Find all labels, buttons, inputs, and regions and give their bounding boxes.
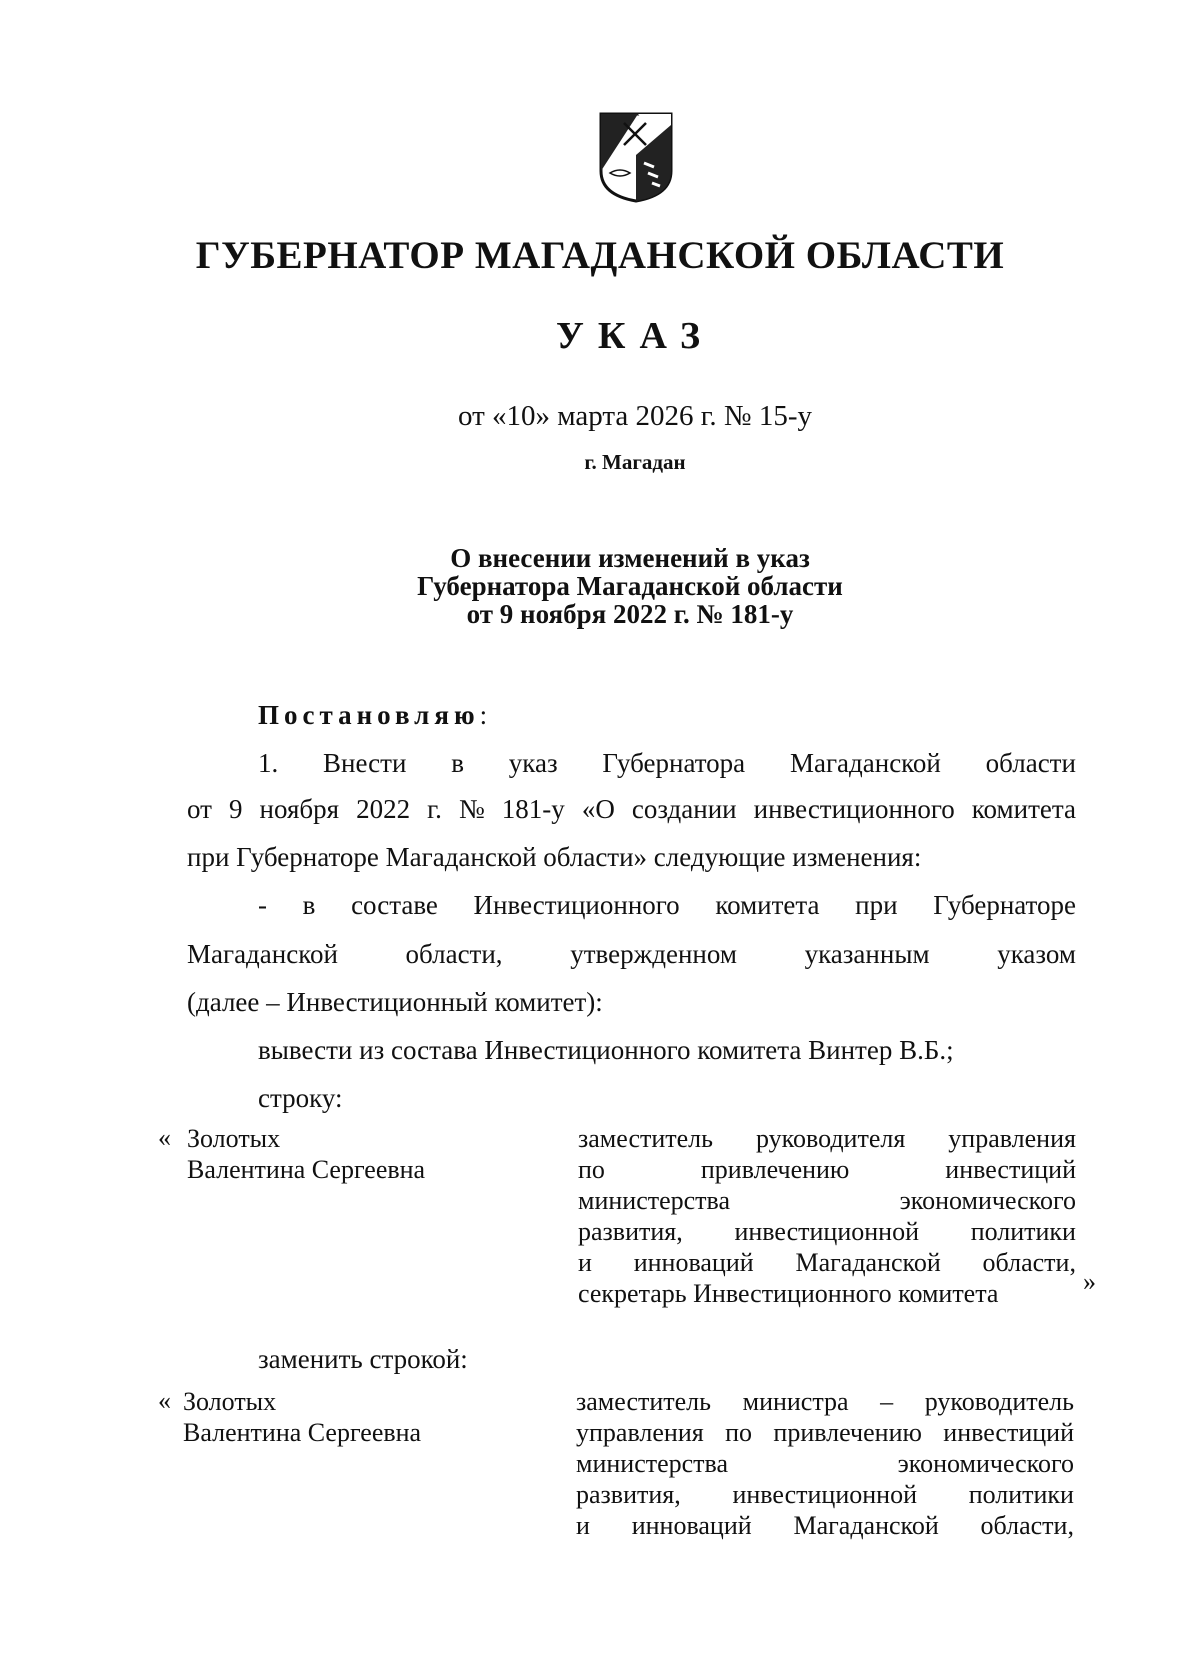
word: при [855, 890, 898, 920]
position-line [576, 1479, 1074, 1510]
word: по [578, 1155, 605, 1184]
item-1-line-1 [258, 745, 1076, 781]
word: в [302, 890, 316, 920]
close-quote: » [1083, 1267, 1096, 1296]
word: указом [997, 939, 1076, 969]
word: руководитель [924, 1387, 1074, 1416]
issuer-title: ГУБЕРНАТОР МАГАДАНСКОЙ ОБЛАСТИ [195, 234, 1005, 277]
word: инвестиций [945, 1155, 1076, 1184]
word: области, [982, 1248, 1076, 1277]
word: развития, [576, 1480, 681, 1509]
subject-line: Губернатора Магаданской области [417, 571, 843, 601]
member-given-names: Валентина Сергеевна [183, 1418, 422, 1447]
word: комитета [715, 890, 820, 920]
word: министерства [576, 1449, 729, 1478]
position-line [578, 1216, 1076, 1247]
word: управления [576, 1418, 704, 1447]
amendment-line-2 [187, 936, 1076, 972]
word: «О [581, 794, 615, 824]
word: указанным [804, 939, 930, 969]
decree-word [258, 697, 487, 733]
word: составе [351, 890, 438, 920]
position-line [576, 1510, 1074, 1541]
word: развития, [578, 1217, 683, 1246]
word: министерства [578, 1186, 731, 1215]
word: утвержденном [570, 939, 737, 969]
word: создании [631, 794, 737, 824]
word: инвестиционной [734, 1217, 919, 1246]
word: привлечению [700, 1155, 850, 1184]
word: Губернаторе [933, 890, 1076, 920]
decree-word-text: Постановляю [258, 700, 480, 730]
new-member-name [183, 1386, 421, 1448]
item-1-line-3: при Губернаторе Магаданской области» следующие изменения: [187, 842, 922, 872]
decree-colon: : [479, 700, 488, 730]
word: 2022 [356, 794, 411, 824]
word: 1. [258, 748, 279, 778]
word: секретарь Инвестиционного комитета [578, 1279, 999, 1308]
position-line [576, 1448, 1074, 1479]
amendment-line-1 [258, 887, 1076, 923]
open-quote: « [158, 1123, 171, 1152]
word: Магаданской [795, 1248, 941, 1277]
word: Инвестиционного [473, 890, 680, 920]
word: руководителя [756, 1124, 906, 1153]
word: – [880, 1387, 894, 1416]
word: Магаданской [789, 748, 941, 778]
word: в [451, 748, 464, 778]
word: 181-у [501, 794, 565, 824]
word: г. [427, 794, 442, 824]
word: области, [405, 939, 503, 969]
word: министра [742, 1387, 849, 1416]
subject-line: от 9 ноября 2022 г. № 181-у [466, 599, 794, 629]
word: и [578, 1248, 592, 1277]
position-line [576, 1386, 1074, 1417]
word: управления [948, 1124, 1076, 1153]
position-line [578, 1154, 1076, 1185]
position-line [578, 1123, 1076, 1154]
word: инвестиционного [753, 794, 955, 824]
open-quote: « [158, 1386, 171, 1415]
word: инноваций [633, 1248, 754, 1277]
row-label: строку: [258, 1083, 343, 1113]
word: и [576, 1511, 590, 1540]
word: политики [970, 1217, 1076, 1246]
word: привлечению [773, 1418, 922, 1447]
old-member-position [578, 1123, 1076, 1309]
position-line [578, 1185, 1076, 1216]
word: указ [508, 748, 558, 778]
word: ноября [259, 794, 340, 824]
word: - [258, 890, 267, 920]
word: области [985, 748, 1076, 778]
document-city: г. Магадан [584, 450, 686, 474]
word: политики [968, 1480, 1074, 1509]
position-line [576, 1417, 1074, 1448]
member-given-names: Валентина Сергеевна [187, 1155, 426, 1184]
subject-line: О внесении изменений в указ [450, 543, 810, 573]
word: экономического [897, 1449, 1074, 1478]
replace-label: заменить строкой: [258, 1344, 468, 1374]
member-surname: Золотых [183, 1387, 277, 1416]
word: заместитель [578, 1124, 714, 1153]
item-1-line-2 [187, 791, 1076, 827]
remove-member-line: вывести из состава Инвестиционного комитета Винтер В.Б.; [258, 1035, 954, 1065]
word: инвестиций [943, 1418, 1074, 1447]
old-member-name [187, 1123, 425, 1185]
coat-of-arms-icon [598, 111, 674, 203]
position-line [578, 1278, 1076, 1309]
amendment-line-3: (далее – Инвестиционный комитет): [187, 987, 603, 1017]
document-type: УКАЗ [556, 315, 714, 357]
document-subject [300, 544, 960, 628]
word: экономического [899, 1186, 1076, 1215]
word: Магаданской [187, 939, 338, 969]
word: заместитель [576, 1387, 712, 1416]
word: инноваций [631, 1511, 752, 1540]
word: от [187, 794, 212, 824]
position-line [578, 1247, 1076, 1278]
word: 9 [229, 794, 243, 824]
word: по [725, 1418, 753, 1447]
word: № [458, 794, 485, 824]
member-surname: Золотых [187, 1124, 281, 1153]
new-member-position [576, 1386, 1074, 1541]
word: Губернатора [602, 748, 746, 778]
document-date-number: от «10» марта 2026 г. № 15-у [457, 400, 813, 432]
word: комитета [971, 794, 1076, 824]
word: Внести [323, 748, 407, 778]
word: Магаданской [793, 1511, 939, 1540]
word: инвестиционной [732, 1480, 917, 1509]
word: области, [980, 1511, 1074, 1540]
